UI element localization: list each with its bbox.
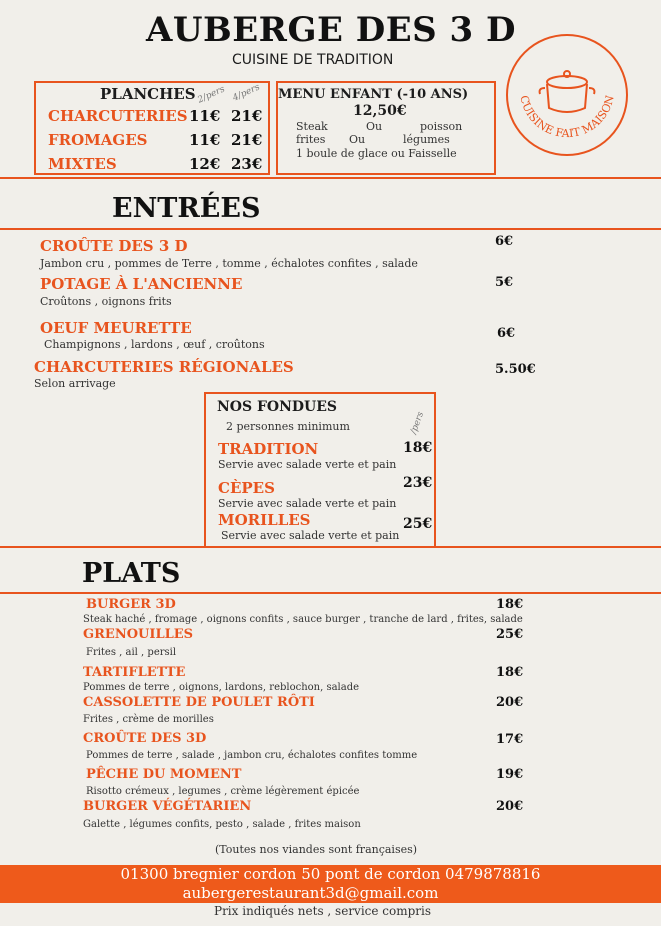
- plat-item-name: CROÛTE DES 3D: [83, 731, 207, 746]
- planche-item-price-2: 11€: [189, 131, 221, 149]
- fondue-item-price: 25€: [403, 516, 433, 532]
- entree-item-name: CHARCUTERIES RÉGIONALES: [34, 358, 294, 376]
- footer-address: 01300 bregnier cordon 50 pont de cordon 0479878816: [120, 865, 541, 883]
- planches-title: PLANCHES: [100, 85, 196, 103]
- plat-item-desc: Frites , ail , persil: [86, 647, 177, 658]
- menu-enfant-line: poisson: [420, 120, 463, 133]
- plat-item-name: GRENOUILLES: [83, 627, 194, 642]
- planche-item-price-2: 12€: [189, 155, 221, 173]
- plat-item-desc: Pommes de terre , oignons, lardons, reblochon, salade: [83, 682, 360, 693]
- fait-maison-stamp: [502, 30, 632, 160]
- plat-item-price: 25€: [496, 627, 524, 642]
- divider: [0, 177, 661, 179]
- restaurant-subtitle: CUISINE DE TRADITION: [232, 52, 394, 68]
- plat-item-name: TARTIFLETTE: [83, 665, 186, 680]
- plat-item-desc: Pommes de terre , salade , jambon cru, échalotes confites tomme: [86, 750, 418, 761]
- fondues-title: NOS FONDUES: [217, 399, 338, 415]
- plat-item-name: BURGER 3D: [86, 597, 176, 612]
- plat-item-desc: Risotto crémeux , legumes , crème légèrement épicée: [86, 786, 360, 797]
- entree-item-name: OEUF MEURETTE: [40, 319, 192, 337]
- plat-item-price: 19€: [496, 767, 524, 782]
- divider: [0, 546, 661, 548]
- entree-item-name: POTAGE À L'ANCIENNE: [40, 275, 243, 293]
- footer-email[interactable]: aubergerestaurant3d@gmail.com: [182, 884, 439, 902]
- fondue-item-name: CÈPES: [218, 479, 275, 497]
- plat-item-name: PÊCHE DU MOMENT: [86, 767, 242, 782]
- entree-item-price: 5.50€: [495, 362, 536, 377]
- menu-enfant-title: MENU ENFANT (-10 ANS): [278, 87, 469, 102]
- entrees-title: ENTRÉES: [112, 193, 261, 224]
- fondue-item-price: 23€: [403, 475, 433, 491]
- footer-band: [0, 865, 661, 903]
- fondue-item-desc: Servie avec salade verte et pain: [218, 497, 397, 510]
- entree-item-desc: Croûtons , oignons frits: [40, 295, 172, 308]
- planche-item-price-4: 21€: [231, 107, 263, 125]
- plat-item-name: BURGER VÉGÉTARIEN: [83, 799, 252, 814]
- plat-item-desc: Frites , crème de morilles: [83, 714, 214, 725]
- cooking-pot-icon: [540, 71, 595, 112]
- viandes-note: (Toutes nos viandes sont françaises): [215, 843, 418, 856]
- planches-col1-label: 2/pers: [196, 84, 227, 106]
- fondue-item-name: TRADITION: [218, 440, 319, 458]
- planche-item-name: CHARCUTERIES: [48, 107, 188, 125]
- plat-item-desc: Galette , légumes confits, pesto , salade , frites maison: [83, 819, 361, 830]
- planche-item-price-4: 21€: [231, 131, 263, 149]
- stamp-bottom-text: CUISINE FAIT MAISON: [517, 93, 617, 141]
- entree-item-price: 5€: [495, 275, 514, 290]
- menu-enfant-line: 1 boule de glace ou Faisselle: [296, 147, 457, 160]
- planche-item-name: FROMAGES: [48, 131, 148, 149]
- fondue-item-name: MORILLES: [218, 511, 311, 529]
- plat-item-desc: Steak haché , fromage , oignons confits , sauce burger , tranche de lard , frites, salade: [83, 614, 523, 625]
- planche-item-name: MIXTES: [48, 155, 117, 173]
- fondues-subtitle: 2 personnes minimum: [226, 420, 350, 433]
- plat-item-price: 18€: [496, 665, 524, 680]
- footer-note: Prix indiqués nets , service compris: [214, 904, 432, 918]
- divider: [0, 592, 661, 594]
- fondue-item-desc: Servie avec salade verte et pain: [221, 529, 400, 542]
- fondue-item-price: 18€: [403, 440, 433, 456]
- menu-enfant-line: frites: [296, 133, 326, 146]
- stamp-top-text: [502, 30, 632, 33]
- plat-item-price: 20€: [496, 695, 524, 710]
- restaurant-title: AUBERGE DES 3 D: [146, 10, 516, 50]
- entree-item-desc: Selon arrivage: [34, 377, 116, 390]
- planche-item-price-2: 11€: [189, 107, 221, 125]
- fondues-col-label: /pers: [408, 410, 427, 436]
- planches-col2-label: 4/pers: [231, 82, 262, 104]
- fondue-item-desc: Servie avec salade verte et pain: [218, 458, 397, 471]
- menu-enfant-line: Steak: [296, 120, 328, 133]
- plat-item-price: 20€: [496, 799, 524, 814]
- entree-item-name: CROÛTE DES 3 D: [40, 237, 188, 255]
- plat-item-name: CASSOLETTE DE POULET RÔTI: [83, 695, 315, 710]
- menu-enfant-line: légumes: [403, 133, 450, 146]
- entree-item-desc: Jambon cru , pommes de Terre , tomme , échalotes confites , salade: [40, 257, 418, 270]
- menu-enfant-price: 12,50€: [353, 103, 407, 119]
- entree-item-price: 6€: [495, 234, 514, 249]
- entree-item-desc: Champignons , lardons , œuf , croûtons: [44, 338, 265, 351]
- planche-item-price-4: 23€: [231, 155, 263, 173]
- plat-item-price: 18€: [496, 597, 524, 612]
- divider: [0, 228, 661, 230]
- plat-item-price: 17€: [496, 732, 524, 747]
- menu-enfant-line: Ou: [349, 133, 366, 146]
- plats-title: PLATS: [82, 558, 181, 589]
- entree-item-price: 6€: [497, 326, 516, 341]
- menu-enfant-line: Ou: [366, 120, 383, 133]
